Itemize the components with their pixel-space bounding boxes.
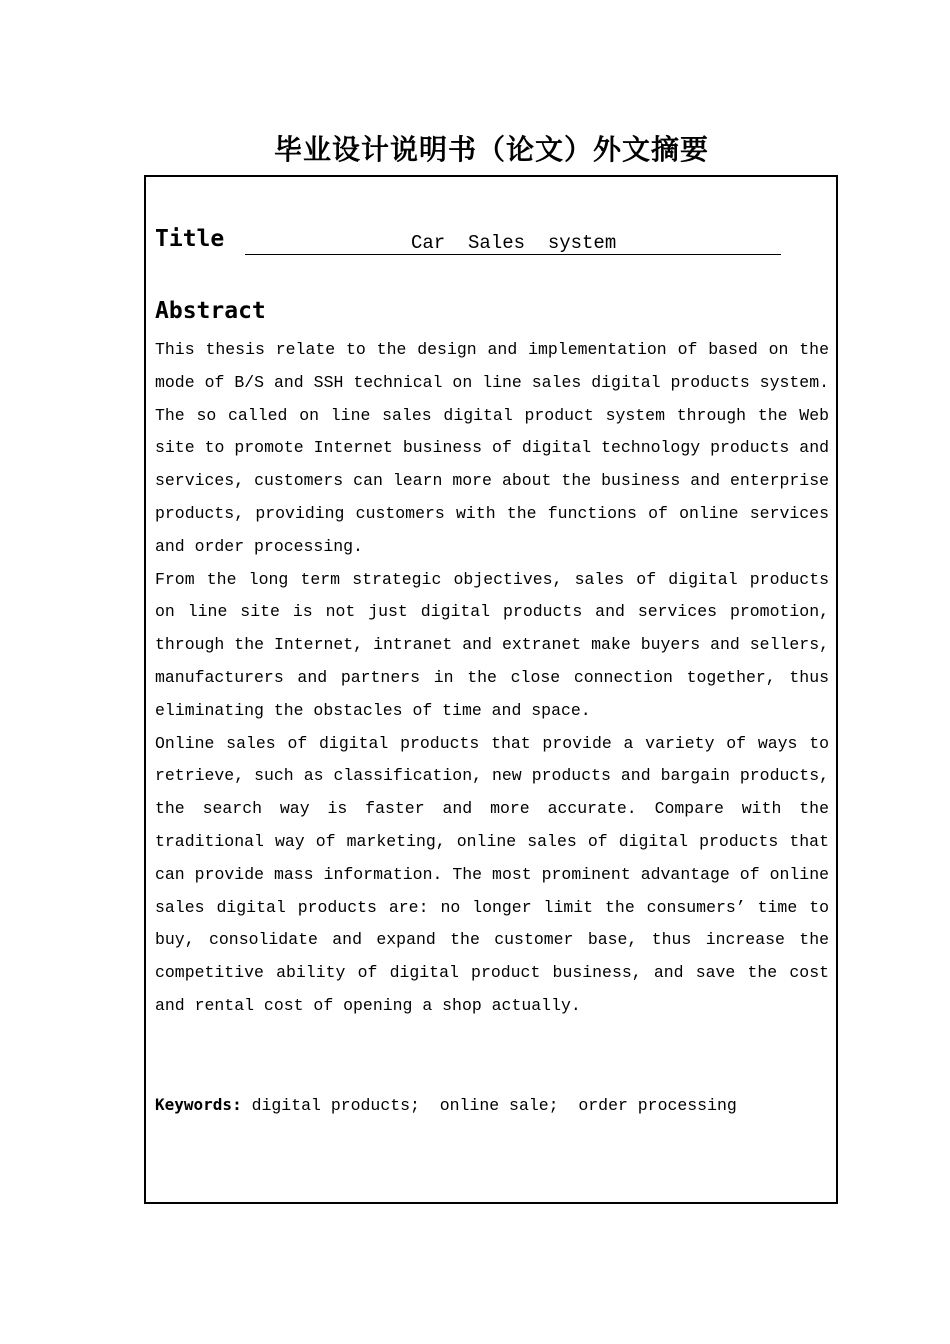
title-label: Title <box>155 226 225 252</box>
abstract-heading: Abstract <box>155 298 266 324</box>
abstract-paragraph-1: This thesis relate to the design and implementation of based on the mode of B/S and SSH technical on line sales digital products system. The so called on line sales digital product system through the Web site to promote Internet business of digital technology products and services, customers can learn more about the business and enterprise products, providing customers with the functions of online services and order processing. <box>155 340 829 556</box>
keywords-line <box>155 1090 737 1121</box>
abstract-form-frame <box>144 175 838 1204</box>
abstract-paragraph-2: From the long term strategic objectives, sales of digital products on line site is not just digital products and services promotion, through the Internet, intranet and extranet make buyers and sellers, manufacturers and partners in the close connection together, thus eliminating the obstacles of time and space. <box>155 569 829 720</box>
keywords-label: Keywords: <box>155 1095 242 1114</box>
abstract-paragraph-3: Online sales of digital products that provide a variety of ways to retrieve, such as classification, new products and bargain products, the search way is faster and more accurate. Compare with the traditional way of marketing, online sales of digital products that can provide mass information. The most prominent advantage of online sales digital products are: no longer limit the consumers’ time to buy, consolidate and expand the customer base, thus increase the competitive ability of digital product business, and save the cost and rental cost of opening a shop actually. <box>155 733 829 1015</box>
title-row <box>155 221 785 261</box>
keywords-text: digital products; online sale; order processing <box>241 1096 737 1115</box>
abstract-body <box>155 334 829 1023</box>
title-value: Car Sales system <box>411 232 617 254</box>
page-title: 毕业设计说明书（论文）外文摘要 <box>273 133 709 166</box>
title-underline <box>245 226 781 255</box>
